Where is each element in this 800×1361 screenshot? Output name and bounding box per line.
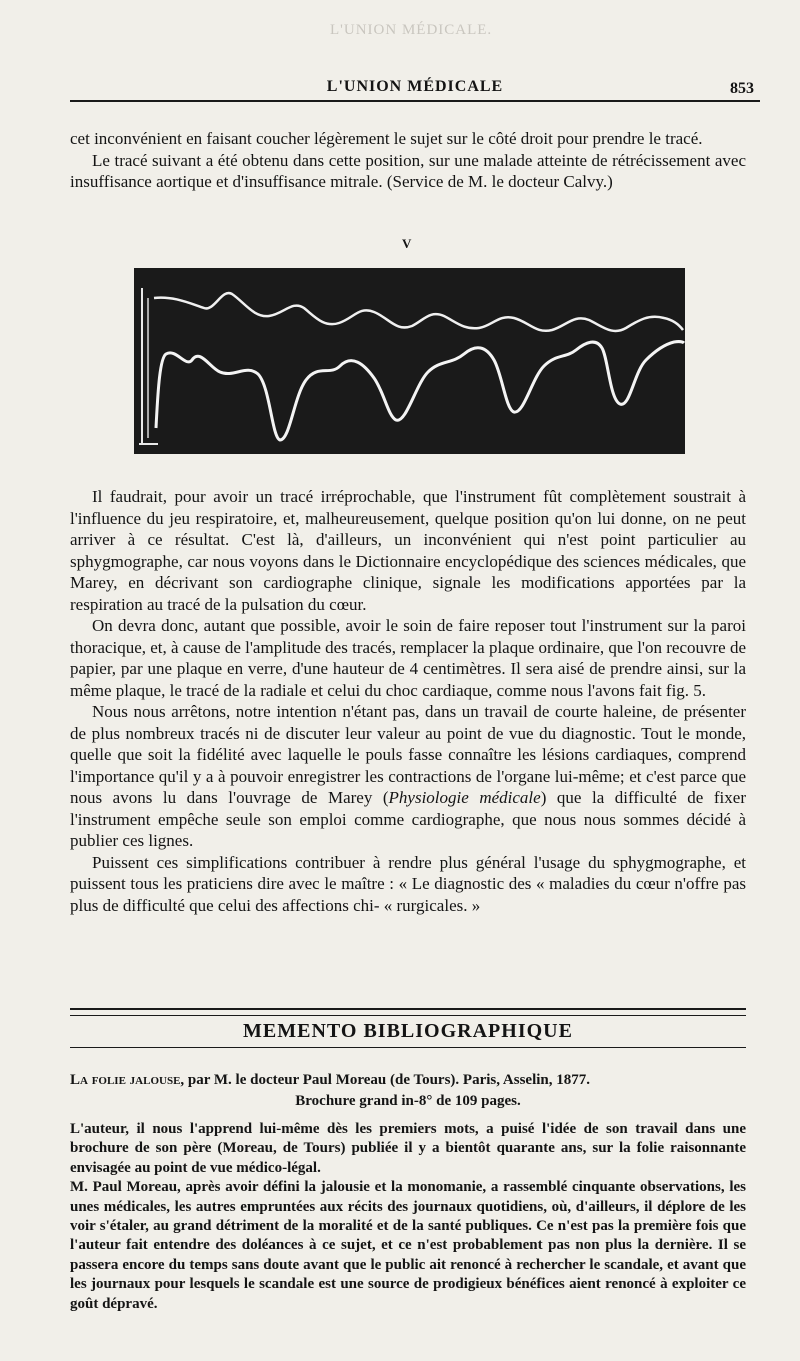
paragraph: Le tracé suivant a été obtenu dans cette position, sur une malade atteinte de rétrécissement avec insuffisance aortique et d'insuffisance mitrale. (Service de M. le docteur Calvy.) <box>70 150 746 191</box>
paragraph: L'auteur, il nous l'apprend lui-même dès les premiers mots, a puisé l'idée de son travail dans une brochure de son père (Moreau, de Tours) publiée il y a bientôt quarante ans, sur la folie raisonnante envisagée au point de vue médico-légal. <box>70 1121 746 1176</box>
paragraph: cet inconvénient en faisant coucher légèrement le sujet sur le côté droit pour prendre le tracé. <box>70 129 703 148</box>
book-title: La folie jalouse, <box>70 1072 185 1088</box>
figure-marker: V <box>402 236 412 251</box>
reference-details: par M. le docteur Paul Moreau (de Tours). Paris, Asselin, 1877. <box>184 1072 591 1088</box>
review-text <box>70 1120 746 1314</box>
bibliographic-reference <box>70 1070 746 1112</box>
pulse-trace-svg <box>134 268 685 454</box>
paragraph-text: ) que la difficulté de fixer l'instrument empêche seule son emploi comme cardiographe, que nous nous sommes décidé à publier ces lignes. <box>70 788 746 850</box>
text-block-top <box>70 128 746 193</box>
sphygmograph-trace-figure <box>134 268 685 454</box>
paragraph: Il faudrait, pour avoir un tracé irréprochable, que l'instrument fût complètement soustrait à l'influence du jeu respiratoire, et, malheureusement, quelque position qu'on lui donne, on ne peut arriver à ce résultat. C'est là, d'ailleurs, un inconvénient qui n'est point particulier au sphygmographe, car nous voyons dans le Dictionnaire encyclopédique des sciences médicales, que Marey, en décrivant son cardiographe clinique, signale les modifications apportées par la respiration au tracé de la pulsation du cœur. <box>70 487 746 614</box>
paragraph-text: Nous nous arrêtons, notre intention n'étant pas, dans un travail de courte haleine, de présenter de plus nombreux tracés ni de discuter leur valeur au point de vue du diagnostic. Tout le monde, quelle que soit la fidélité avec laquelle le pouls fasse connaître les lésions cardiaques, comprend l'importance qu'il y a à pouvoir enregistrer les contractions de l'organe lui-même; et c'est parce que nous avons lu dans l'ouvrage de Marey ( <box>70 702 746 807</box>
text-block-middle <box>70 486 746 916</box>
book-title: Physiologie médicale <box>388 788 541 807</box>
reference-format: Brochure grand in-8° de 109 pages. <box>295 1093 521 1109</box>
section-rule <box>70 1008 746 1016</box>
section-heading: MEMENTO BIBLIOGRAPHIQUE <box>243 1020 573 1042</box>
bleed-through-header: L'UNION MÉDICALE. <box>330 22 493 38</box>
paragraph: M. Paul Moreau, après avoir défini la jalousie et la monomanie, a rassemblé cinquante observations, les unes médicales, les autres empruntées aux récits des journaux quotidiens, où, d'ailleurs, il déplore de les voir s'étaler, au grand détriment de la moralité et de la santé publiques. Ce n'est pas la première fois que l'auteur fait entendre des doléances à ce sujet, et ce n'est probablement pas non plus la dernière. Il se passera encore du temps sans doute avant que le public ait renoncé à rechercher le scandale, et avant que les journaux pour lesquels le scandale est une source de prodigieux bénéfices aient renoncé à exploiter ce goût dépravé. <box>70 1179 746 1312</box>
section-rule <box>70 1047 746 1048</box>
paragraph: Puissent ces simplifications contribuer à rendre plus général l'usage du sphygmographe, et puissent tous les praticiens dire avec le maître : « Le diagnostic des « maladies du cœur n'offre pas plus de difficulté que celui des affections chi- « rurgicales. » <box>70 852 746 915</box>
page-number: 853 <box>730 80 754 97</box>
running-header <box>70 78 760 102</box>
journal-title: L'UNION MÉDICALE <box>326 78 504 95</box>
paragraph <box>70 701 746 852</box>
paragraph: On devra donc, autant que possible, avoir le soin de faire reposer tout l'instrument sur la paroi thoracique, et, à cause de l'amplitude des tracés, remplacer la plaque ordinaire, que l'on recouvre de papier, par une plaque en verre, d'une hauteur de 4 centimètres. Il sera aisé de prendre ainsi, sur la même plaque, le tracé de la radiale et celui du choc cardiaque, comme nous l'avons fait fig. 5. <box>70 616 746 700</box>
